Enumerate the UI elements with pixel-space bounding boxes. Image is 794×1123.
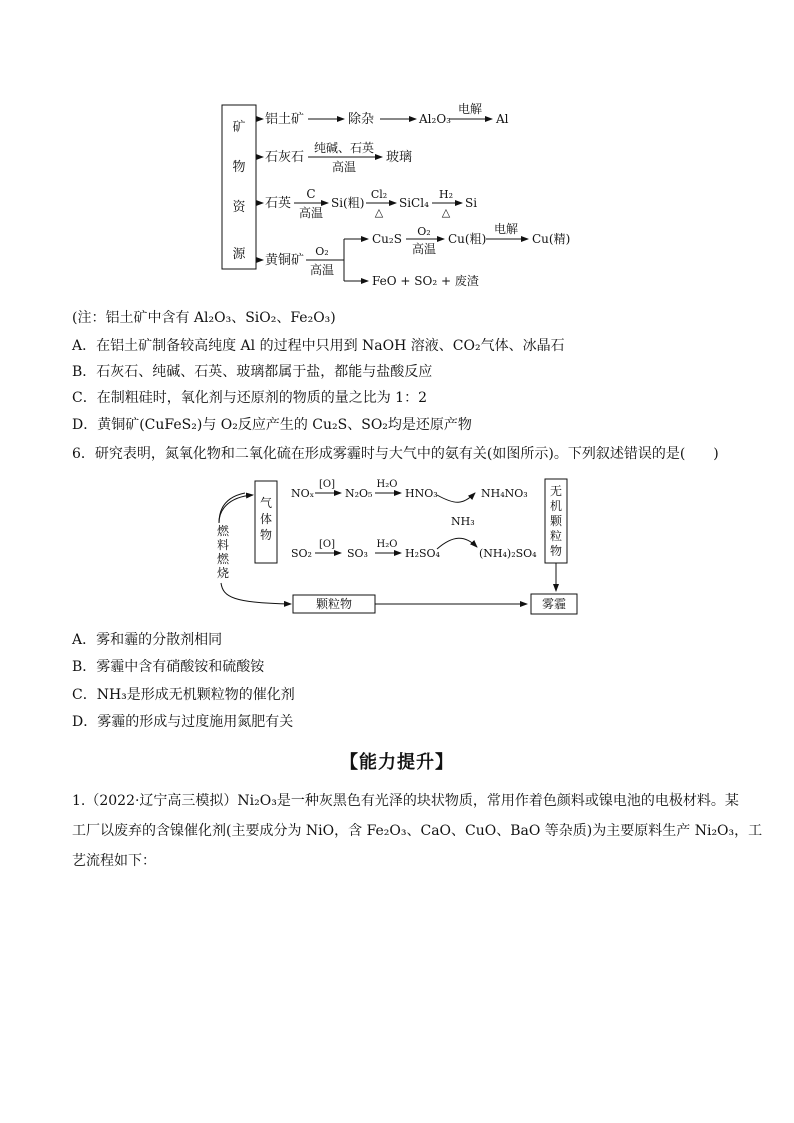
soda-quartz-cond: 纯碱、石英	[313, 141, 375, 155]
smog-box-label: 雾霾	[541, 597, 567, 611]
nh4no3-label: NH₄NO₃	[481, 487, 528, 500]
hno3-label: HNO₃	[405, 487, 438, 500]
burn-char-3: 燃	[216, 552, 230, 566]
gas-char-2: 体	[259, 512, 273, 526]
nox-label: NOₓ	[291, 487, 315, 500]
carbon-cond: C	[306, 187, 316, 201]
side-char-3: 资	[232, 200, 246, 215]
q1-line-3: 艺流程如下：	[72, 853, 156, 869]
heat-cond-2: △	[441, 206, 451, 219]
o2-cond-2: O₂	[417, 225, 431, 238]
smog-formation-diagram	[205, 475, 595, 620]
gas-char-1: 气	[259, 496, 273, 510]
side-char-1: 矿	[232, 120, 246, 135]
burn-char-1: 燃	[216, 524, 230, 538]
gas-char-3: 物	[259, 528, 273, 542]
ammonia-label: NH₃	[451, 515, 475, 528]
crude-cu-label: Cu(粗)	[448, 232, 487, 246]
bauxite-label: 铝土矿	[265, 112, 305, 127]
byproducts-label: FeO + SO₂ + 废渣	[372, 274, 479, 288]
q6-option-a: A．雾和霾的分散剂相同	[72, 632, 223, 648]
side-char-4: 源	[232, 247, 246, 262]
section-title: 【能力提升】	[340, 752, 454, 773]
pure-si-product: Si	[465, 196, 478, 210]
so2-label: SO₂	[291, 547, 312, 560]
q5-option-b: B．石灰石、纯碱、石英、玻璃都属于盐，都能与盐酸反应	[72, 364, 433, 380]
high-temp-cond-4: 高温	[411, 242, 437, 256]
water-cond-1: H₂O	[376, 479, 398, 490]
h2so4-label: H₂SO₄	[405, 547, 440, 560]
oxidation-cond-2: [O]	[318, 539, 336, 550]
inorg-char-5: 物	[549, 544, 563, 558]
inorg-char-4: 粒	[549, 529, 563, 543]
nh42so4-label: (NH₄)₂SO₄	[479, 547, 537, 560]
refined-cu-product: Cu(精)	[532, 232, 571, 246]
particle-box-label: 颗粒物	[315, 597, 353, 611]
side-char-2: 物	[232, 160, 246, 175]
oxidation-cond-1: [O]	[318, 479, 336, 490]
q1-line-2: 工厂以废弃的含镍催化剂(主要成分为 NiO，含 Fe₂O₃、CaO、CuO、BaO 等杂质)为主要原料生产 Ni₂O₃，工	[72, 823, 763, 839]
high-temp-cond-1: 高温	[331, 160, 357, 174]
quartz-label: 石英	[265, 196, 292, 211]
inorg-char-1: 无	[549, 484, 563, 498]
high-temp-cond-3: 高温	[309, 263, 335, 277]
electrolysis-cond-2: 电解	[493, 222, 519, 236]
limestone-label: 石灰石	[265, 150, 305, 165]
al-product: Al	[496, 112, 509, 126]
high-temp-cond-2: 高温	[298, 206, 324, 220]
q5-note: (注：铝土矿中含有 Al₂O₃、SiO₂、Fe₂O₃)	[72, 310, 336, 326]
q6-option-c: C．NH₃是形成无机颗粒物的催化剂	[72, 687, 295, 703]
q6-option-d: D．雾霾的形成与过度施用氮肥有关	[72, 714, 294, 730]
inorg-char-3: 颗	[549, 514, 563, 528]
cu2s-label: Cu₂S	[372, 232, 402, 246]
h2-cond: H₂	[438, 188, 454, 201]
q1-line-1: 1.（2022·辽宁高三模拟）Ni₂O₃是一种灰黑色有光泽的块状物质，常用作着色颜料或镍电池的电极材料。某	[72, 793, 739, 809]
water-cond-2: H₂O	[376, 539, 398, 550]
q5-option-a: A．在铝土矿制备较高纯度 Al 的过程中只用到 NaOH 溶液、CO₂气体、冰晶石	[72, 338, 565, 354]
inorg-char-2: 机	[549, 499, 563, 513]
chalcopyrite-label: 黄铜矿	[265, 253, 305, 268]
q6-stem: 6．研究表明，氮氧化物和二氧化硫在形成雾霾时与大气中的氨有关(如图所示)。下列叙述错误的是( )	[72, 446, 719, 462]
q5-option-c: C．在制粗硅时，氧化剂与还原剂的物质的量之比为 1：2	[72, 390, 427, 406]
q5-option-d: D．黄铜矿(CuFeS₂)与 O₂反应产生的 Cu₂S、SO₂均是还原产物	[72, 417, 472, 433]
glass-product: 玻璃	[386, 150, 413, 165]
heat-cond-1: △	[374, 206, 384, 219]
burn-char-2: 料	[216, 538, 230, 552]
cl2-cond: Cl₂	[370, 188, 388, 201]
electrolysis-cond-1: 电解	[457, 102, 483, 116]
o2-cond-1: O₂	[315, 245, 329, 258]
al2o3-label: Al₂O₃	[419, 112, 451, 126]
q6-option-b: B．雾霾中含有硝酸铵和硫酸铵	[72, 659, 265, 675]
so3-label: SO₃	[347, 547, 368, 560]
burn-char-4: 烧	[216, 566, 230, 580]
crude-si-label: Si(粗)	[331, 196, 365, 210]
mineral-resources-diagram	[210, 95, 610, 295]
remove-impurity-label: 除杂	[348, 112, 375, 127]
sicl4-label: SiCl₄	[399, 196, 429, 210]
n2o5-label: N₂O₅	[345, 487, 373, 500]
